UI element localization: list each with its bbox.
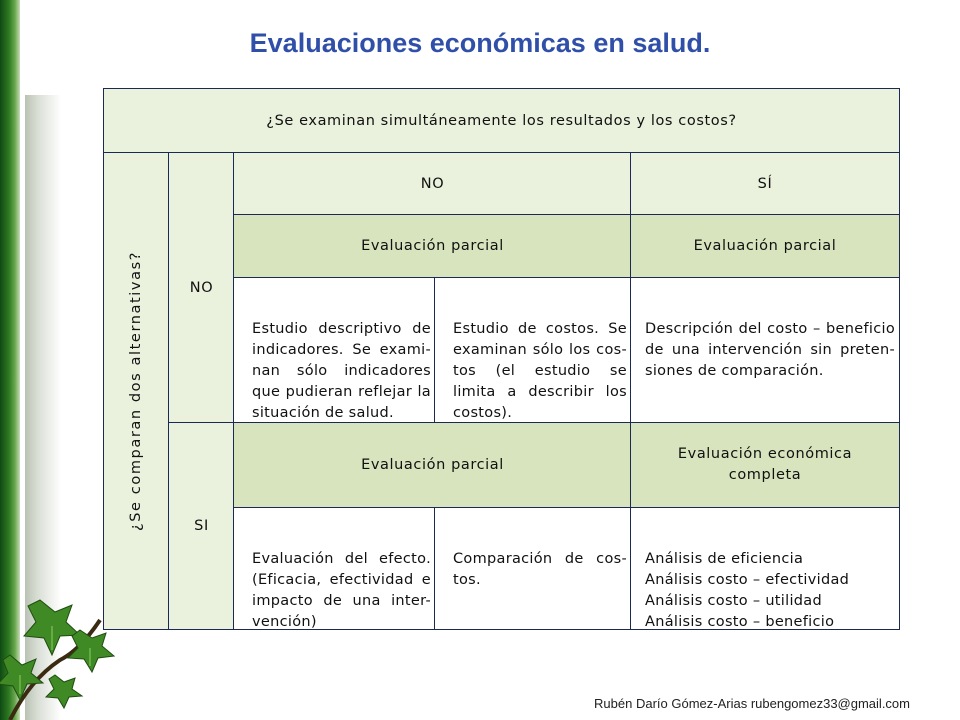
cell-cost-benefit-description xyxy=(630,277,900,423)
cell-full-economic-analyses xyxy=(630,507,900,630)
header-question-text: ¿Se examinan simultáneamente los resultados y los costos? xyxy=(266,113,737,129)
cell-cost-benefit-description-text: Descripción del costo – beneficio de una intervención sin preten-siones de comparación. xyxy=(645,321,895,379)
no-no-header xyxy=(233,214,632,278)
no-no-header-text: Evaluación parcial xyxy=(361,238,504,254)
cell-full-economic-analyses-text: Análisis de eficiencia Análisis costo – efectividad Análisis costo – utilidad Análisis costo – beneficio xyxy=(645,551,850,630)
row-question xyxy=(103,152,169,630)
cell-descriptive-study-text: Estudio descriptivo de indicadores. Se exami-nan sólo indicadores que pudieran reflejar la situación de salud. xyxy=(252,321,431,421)
row-label-si xyxy=(168,422,235,630)
si-si-header-text: Evaluación económica completa xyxy=(677,446,853,483)
row-label-no-text: NO xyxy=(189,279,214,296)
row-question-text: ¿Se comparan dos alternativas? xyxy=(128,250,144,532)
no-si-header xyxy=(630,214,900,278)
no-si-header-text: Evaluación parcial xyxy=(693,238,837,254)
cell-cost-comparison xyxy=(434,507,632,630)
cell-cost-study xyxy=(434,277,632,423)
column-header-no-text: NO xyxy=(420,175,445,192)
cell-descriptive-study xyxy=(233,277,436,423)
page-title: Evaluaciones económicas en salud. xyxy=(249,28,711,58)
row-label-si-text: SI xyxy=(194,518,209,534)
cell-effect-evaluation-text: Evaluación del efecto. (Eficacia, efectividad e impacto de una inter-vención) xyxy=(252,551,431,630)
cell-cost-comparison-text: Comparación de cos-tos. xyxy=(453,551,627,588)
cell-effect-evaluation xyxy=(233,507,436,630)
row-label-no xyxy=(168,152,235,423)
si-no-header-text: Evaluación parcial xyxy=(361,457,504,473)
header-question xyxy=(103,88,900,154)
cell-cost-study-text: Estudio de costos. Se examinan sólo los cos-tos (el estudio se limita a describir los costos). xyxy=(453,321,627,421)
column-header-si-text: SÍ xyxy=(757,175,773,192)
si-no-header xyxy=(233,422,632,508)
column-header-si xyxy=(630,152,900,215)
author-footer: Rubén Darío Gómez-Arias rubengomez33@gmail.com xyxy=(594,696,910,711)
column-header-no xyxy=(233,152,632,215)
si-si-header xyxy=(630,422,900,508)
